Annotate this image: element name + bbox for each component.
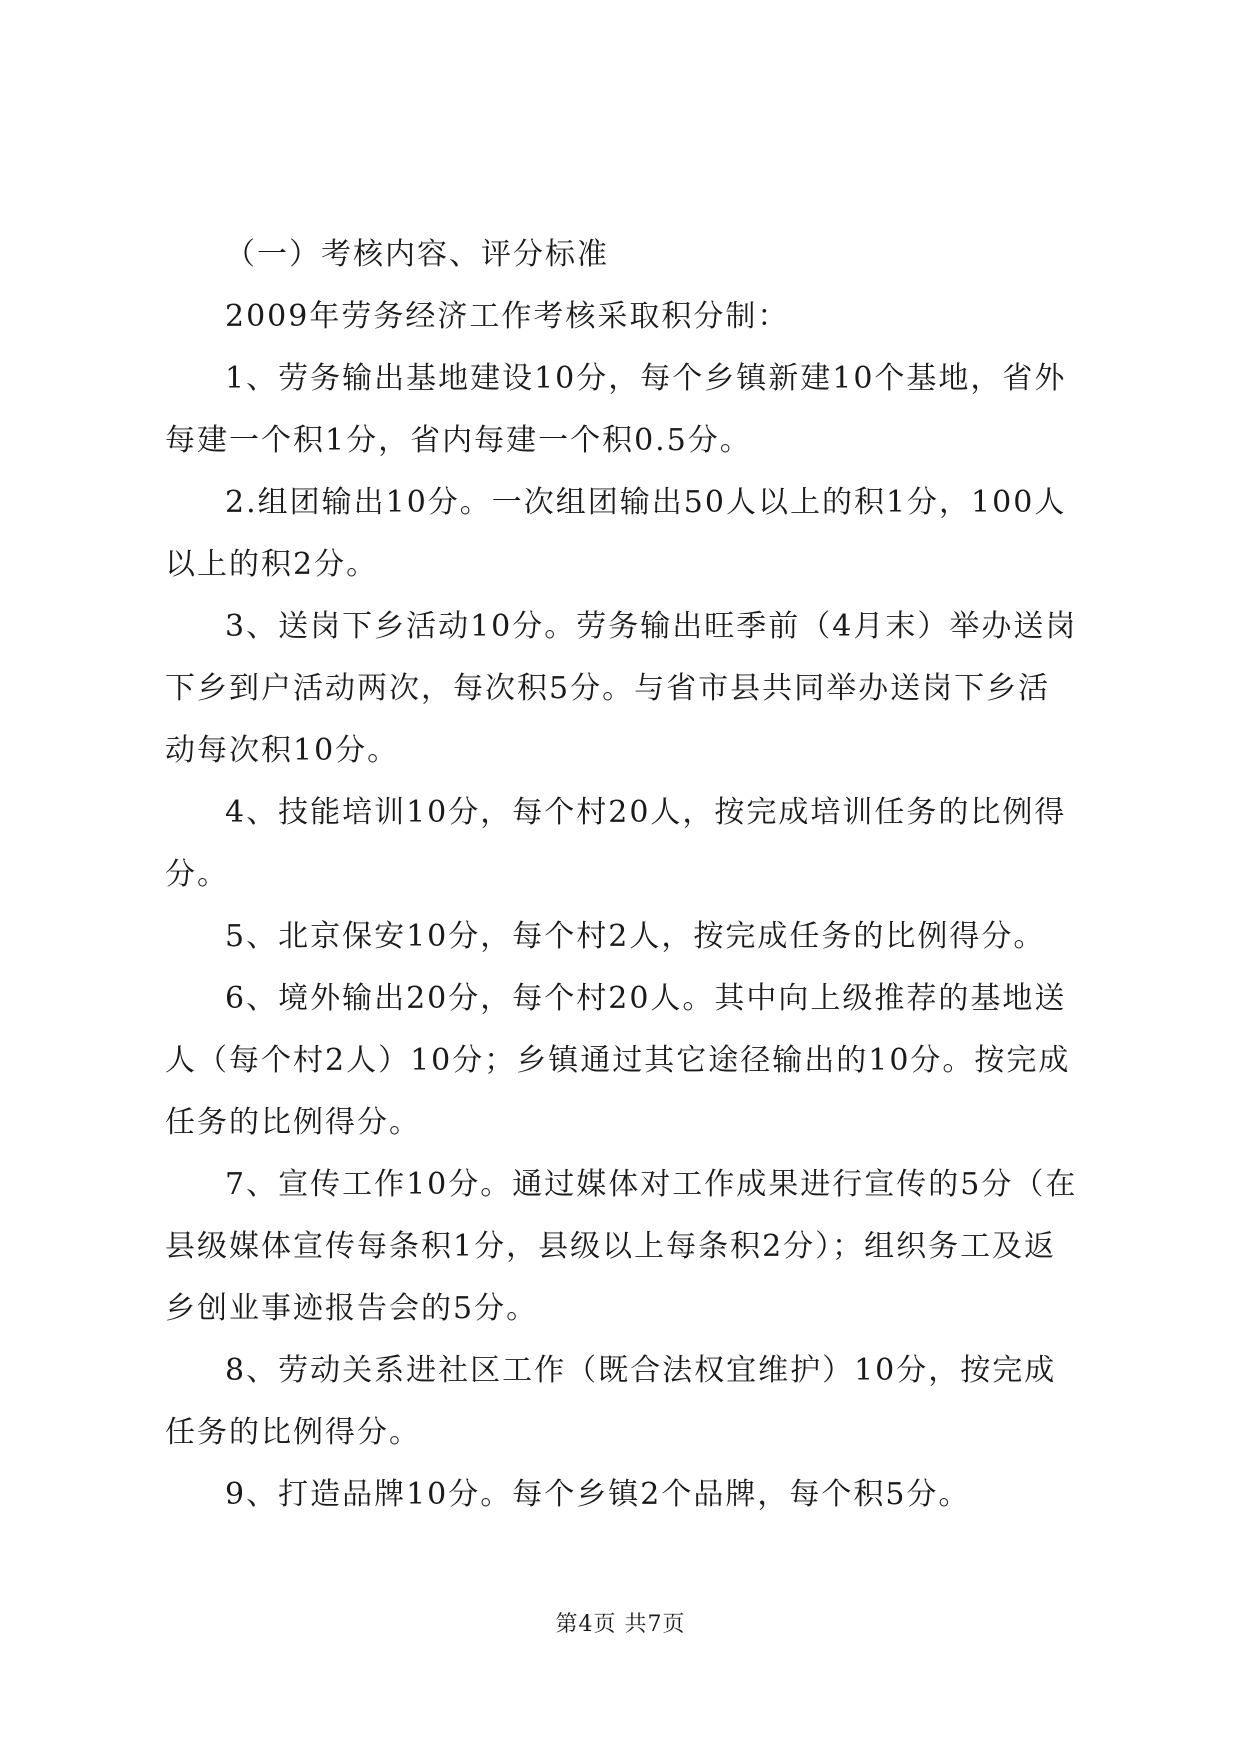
section-heading: （一）考核内容、评分标准 <box>225 237 609 272</box>
item-3: 3、送岗下乡活动10分。劳务输出旺季前（4月末）举办送岗下乡到户活动两次，每次积5分。与省市县共同举办送岗下乡活动每次积10分。 <box>165 609 1078 768</box>
item-6: 6、境外输出20分，每个村20人。其中向上级推荐的基地送人（每个村2人）10分；乡镇通过其它途径输出的10分。按完成任务的比例得分。 <box>165 981 1071 1140</box>
item-7: 7、宣传工作10分。通过媒体对工作成果进行宣传的5分（在县级媒体宣传每条积1分，县级以上每条积2分）；组织务工及返乡创业事迹报告会的5分。 <box>165 1167 1078 1326</box>
item-4: 4、技能培训10分，每个村20人，按完成培训任务的比例得分。 <box>165 795 1067 892</box>
item-2: 2.组团输出10分。一次组团输出50人以上的积1分，100人以上的积2分。 <box>165 485 1067 582</box>
intro-paragraph: 2009年劳务经济工作考核采取积分制： <box>225 299 790 334</box>
item-9: 9、打造品牌10分。每个乡镇2个品牌，每个积5分。 <box>225 1477 971 1512</box>
item-8: 8、劳动关系进社区工作（既合法权宜维护）10分，按完成任务的比例得分。 <box>165 1353 1057 1450</box>
item-5: 5、北京保安10分，每个村2人，按完成任务的比例得分。 <box>225 919 1046 954</box>
page-number-footer: 第4页 共7页 <box>555 1612 686 1637</box>
document-body <box>165 224 1080 1526</box>
item-1: 1、劳务输出基地建设10分，每个乡镇新建10个基地，省外每建一个积1分，省内每建一个积0.5分。 <box>165 361 1067 458</box>
